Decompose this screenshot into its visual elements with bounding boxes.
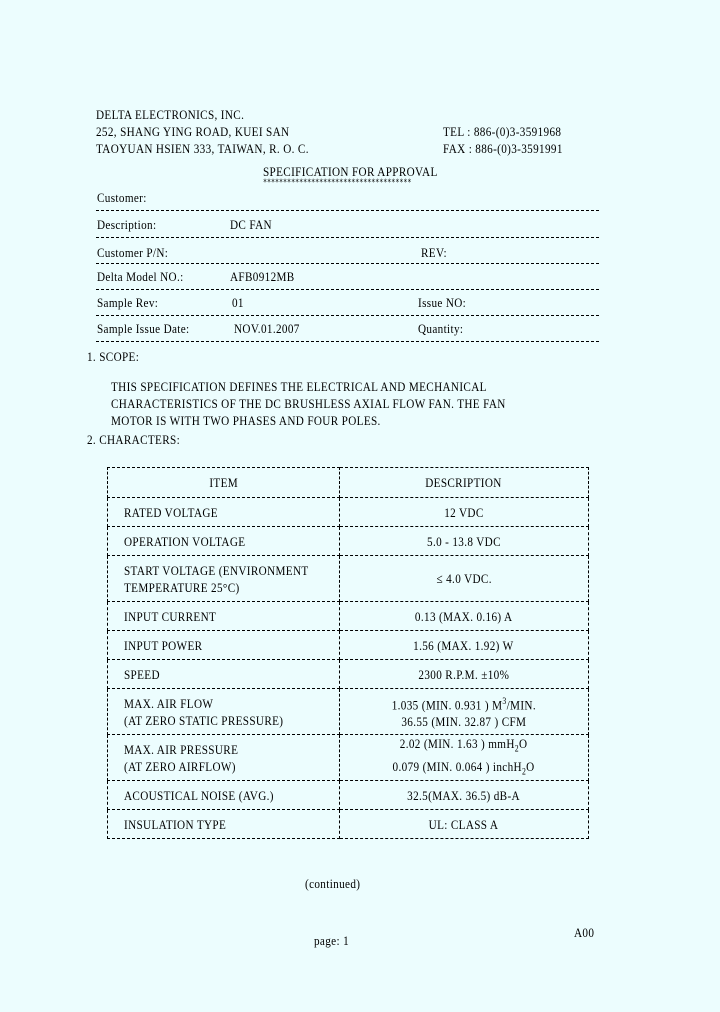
item-cell: INPUT POWER: [108, 631, 340, 660]
item-cell: ACOUSTICAL NOISE (AVG.): [108, 781, 340, 810]
table-row: [108, 527, 589, 556]
model-label: Delta Model NO.:: [97, 269, 184, 284]
table-row: [108, 556, 589, 602]
item-cell: OPERATION VOLTAGE: [108, 527, 340, 556]
table-row: [108, 781, 589, 810]
rev-label: REV:: [421, 245, 448, 260]
description-cell: 1.035 (MIN. 0.931 ) $M^3$/MIN. 36.55 (MIN. 32.87 ) CFM: [339, 689, 588, 735]
divider: [96, 289, 599, 290]
description-cell: 5.0 - 13.8 VDC: [339, 527, 588, 556]
item-cell: INSULATION TYPE: [108, 810, 340, 839]
description-cell: ≤ 4.0 VDC.: [339, 556, 588, 602]
table-row: [108, 810, 589, 839]
customer-label: Customer:: [97, 190, 147, 205]
sample-issue-date-label: Sample Issue Date:: [97, 321, 190, 336]
table-row: [108, 602, 589, 631]
company-tel: TEL : 886-(0)3-3591968: [443, 124, 562, 139]
item-cell: SPEED: [108, 660, 340, 689]
description-label: Description:: [97, 217, 157, 232]
scope-line: THIS SPECIFICATION DEFINES THE ELECTRICAL AND MECHANICAL: [111, 379, 487, 394]
scope-heading: 1. SCOPE:: [87, 349, 140, 364]
column-header-description: DESCRIPTION: [339, 468, 588, 498]
company-address-line1: 252, SHANG YING ROAD, KUEI SAN: [96, 124, 290, 139]
column-header-item: ITEM: [108, 468, 340, 498]
description-cell: 2.02 (MIN. 1.63 ) mmH$_2$O 0.079 (MIN. 0.064 ) inchH$_2$O: [339, 735, 588, 781]
model-value: AFB0912MB: [230, 269, 295, 284]
table-row: [108, 735, 589, 781]
description-cell: 32.5(MAX. 36.5) dB-A: [339, 781, 588, 810]
table-row: [108, 660, 589, 689]
item-cell: MAX. AIR PRESSURE (AT ZERO AIRFLOW): [108, 735, 340, 781]
description-cell: 0.13 (MAX. 0.16) A: [339, 602, 588, 631]
description-cell: 12 VDC: [339, 498, 588, 527]
table-row: [108, 498, 589, 527]
scope-line: CHARACTERISTICS OF THE DC BRUSHLESS AXIAL FLOW FAN. THE FAN: [111, 396, 506, 411]
issue-no-label: Issue NO:: [418, 295, 467, 310]
item-cell: START VOLTAGE (ENVIRONMENT TEMPERATURE 25°C): [108, 556, 340, 602]
sample-issue-date-value: NOV.01.2007: [234, 321, 300, 336]
divider: [96, 237, 599, 238]
scope-paragraph: [111, 378, 506, 429]
page-number: page: 1: [314, 933, 350, 948]
characters-heading: 2. CHARACTERS:: [87, 432, 181, 447]
sample-rev-value: 01: [232, 295, 244, 310]
customer-pn-label: Customer P/N:: [97, 245, 169, 260]
item-cell: INPUT CURRENT: [108, 602, 340, 631]
quantity-label: Quantity:: [418, 321, 464, 336]
description-cell: UL: CLASS A: [339, 810, 588, 839]
sample-rev-label: Sample Rev:: [97, 295, 159, 310]
divider: [96, 263, 599, 264]
company-name: DELTA ELECTRONICS, INC.: [96, 107, 245, 122]
table-row: [108, 689, 589, 735]
divider: [96, 341, 599, 342]
scope-line: MOTOR IS WITH TWO PHASES AND FOUR POLES.: [111, 413, 381, 428]
description-cell: 1.56 (MAX. 1.92) W: [339, 631, 588, 660]
table-row: [108, 631, 589, 660]
company-address-line2: TAOYUAN HSIEN 333, TAIWAN, R. O. C.: [96, 141, 309, 156]
characters-table: [107, 467, 589, 839]
divider: [96, 315, 599, 316]
description-value: DC FAN: [230, 217, 272, 232]
description-cell: 2300 R.P.M. ±10%: [339, 660, 588, 689]
company-fax: FAX : 886-(0)3-3591991: [443, 141, 563, 156]
continued-note: (continued): [305, 876, 361, 891]
document-code: A00: [574, 925, 595, 940]
title-underline: *************************************: [263, 178, 412, 188]
item-cell: MAX. AIR FLOW (AT ZERO STATIC PRESSURE): [108, 689, 340, 735]
document-title: SPECIFICATION FOR APPROVAL: [263, 164, 438, 179]
divider: [96, 210, 599, 211]
item-cell: RATED VOLTAGE: [108, 498, 340, 527]
table-header-row: [108, 468, 589, 498]
